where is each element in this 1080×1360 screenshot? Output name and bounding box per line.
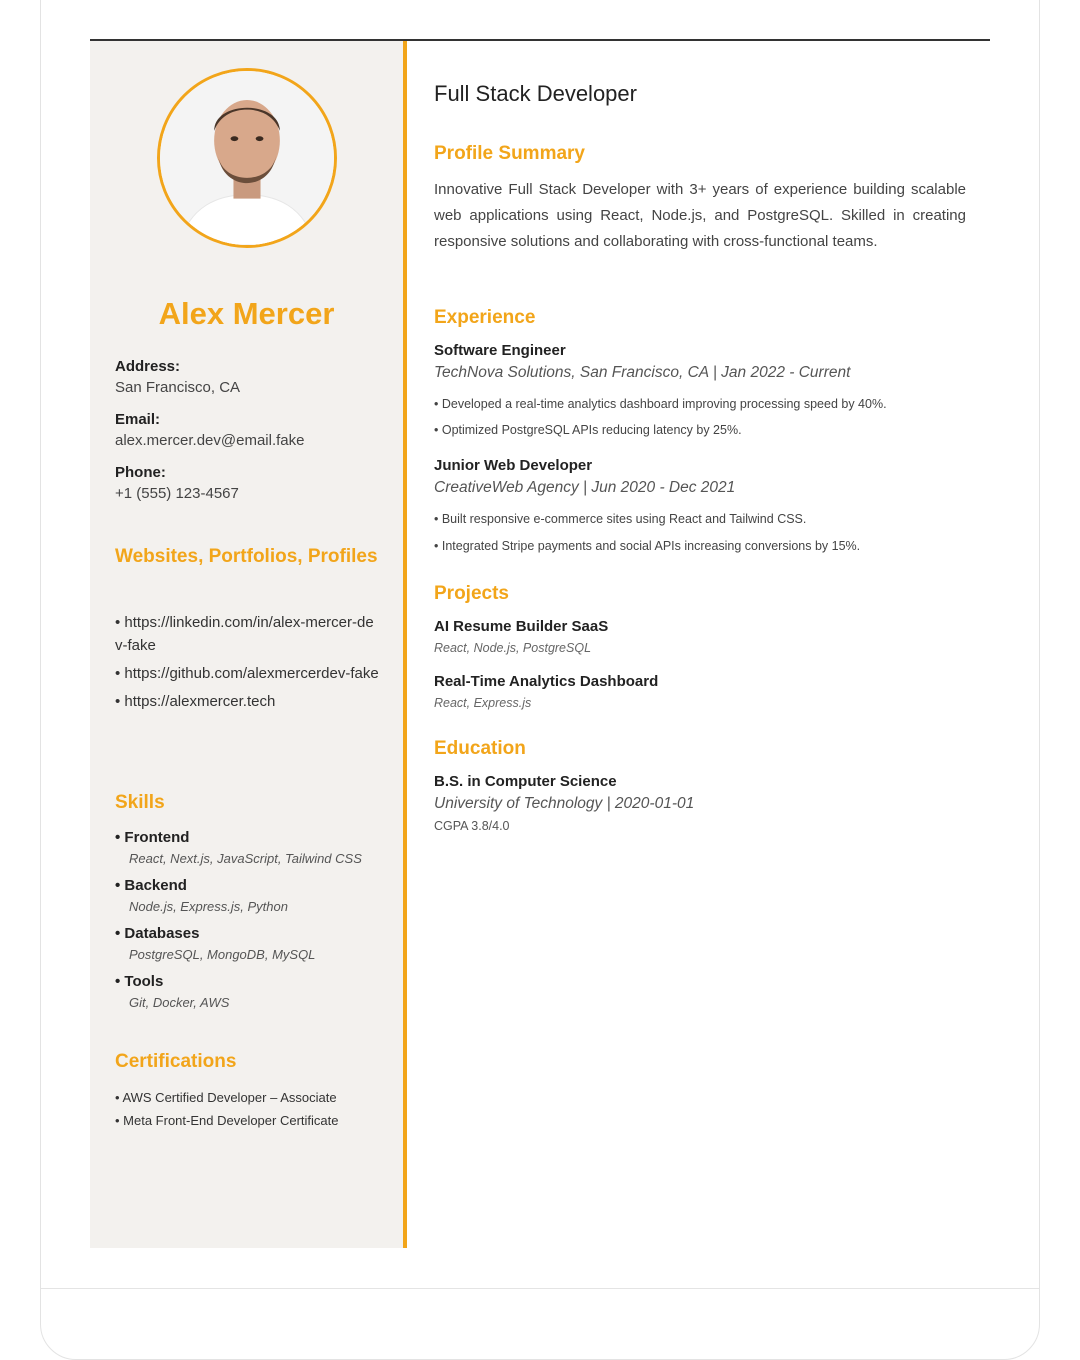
job-2-bullet: • Built responsive e-commerce sites using React and Tailwind CSS. [434, 512, 807, 526]
skill-item [115, 827, 385, 869]
job-1-title: Software Engineer [434, 342, 566, 359]
skill-item [115, 875, 385, 917]
resume-document [90, 39, 990, 1248]
certification-item: • Meta Front-End Developer Certificate [115, 1113, 339, 1128]
candidate-name: Alex Mercer [158, 296, 335, 331]
phone-value[interactable]: +1 (555) 123-4567 [115, 485, 239, 502]
project-tech: React, Express.js [434, 696, 532, 710]
skills-list [115, 827, 385, 1019]
project-title: Real-Time Analytics Dashboard [434, 673, 659, 690]
job-1-company: TechNova Solutions, San Francisco, CA | Jan 2022 - Current [434, 364, 851, 381]
skill-item [115, 971, 385, 1013]
job-title: Full Stack Developer [434, 81, 637, 106]
experience-heading: Experience [434, 307, 536, 328]
education-heading: Education [434, 738, 526, 759]
profile-summary-heading: Profile Summary [434, 143, 585, 164]
profile-summary-text: Innovative Full Stack Developer with 3+ years of experience building scalable web applications using React, Node.js, and PostgreSQL. Skilled in creating responsive solutions and collaborating with cross-functional teams. [434, 181, 966, 250]
school-name: University of Technology | 2020-01-01 [434, 795, 695, 812]
phone-label: Phone: [115, 464, 166, 481]
job-1-bullet: • Developed a real-time analytics dashboard improving processing speed by 40%. [434, 397, 887, 411]
contact-info [115, 357, 385, 516]
skill-name: • Backend [115, 877, 187, 894]
personal-site-link[interactable]: • https://alexmercer.tech [115, 693, 276, 710]
sidebar [90, 41, 403, 1248]
certifications-list [115, 1086, 385, 1132]
skill-tools: React, Next.js, JavaScript, Tailwind CSS [129, 851, 362, 866]
avatar [157, 68, 337, 248]
job-2-title: Junior Web Developer [434, 457, 593, 474]
address-value: San Francisco, CA [115, 379, 241, 396]
websites-list [115, 611, 380, 718]
project-title: AI Resume Builder SaaS [434, 618, 609, 635]
job-2-bullet: • Integrated Stripe payments and social APIs increasing conversions by 15%. [434, 539, 861, 553]
github-link[interactable]: • https://github.com/alexmercerdev-fake [115, 665, 379, 682]
address-label: Address: [115, 358, 181, 375]
bottom-divider [41, 1288, 1039, 1289]
certification-item: • AWS Certified Developer – Associate [115, 1090, 337, 1105]
skill-name: • Databases [115, 925, 200, 942]
projects-heading: Projects [434, 583, 509, 604]
email-label: Email: [115, 411, 161, 428]
skill-name: • Frontend [115, 829, 190, 846]
skills-heading: Skills [115, 792, 165, 813]
profile-photo-icon [160, 71, 334, 245]
skill-item [115, 923, 385, 965]
job-2-company: CreativeWeb Agency | Jun 2020 - Dec 2021 [434, 479, 736, 496]
skill-tools: Git, Docker, AWS [129, 995, 230, 1010]
gpa-value: CGPA 3.8/4.0 [434, 819, 510, 833]
column-divider [403, 41, 407, 1248]
skill-tools: Node.js, Express.js, Python [129, 899, 288, 914]
websites-heading: Websites, Portfolios, Profiles [115, 546, 378, 567]
job-1-bullet: • Optimized PostgreSQL APIs reducing latency by 25%. [434, 423, 742, 437]
linkedin-link[interactable]: • https://linkedin.com/in/alex-mercer-dev-fake [115, 614, 374, 654]
skill-name: • Tools [115, 973, 164, 990]
certifications-heading: Certifications [115, 1051, 237, 1072]
skill-tools: PostgreSQL, MongoDB, MySQL [129, 947, 316, 962]
project-tech: React, Node.js, PostgreSQL [434, 641, 592, 655]
email-value[interactable]: alex.mercer.dev@email.fake [115, 432, 305, 449]
degree-title: B.S. in Computer Science [434, 773, 617, 790]
